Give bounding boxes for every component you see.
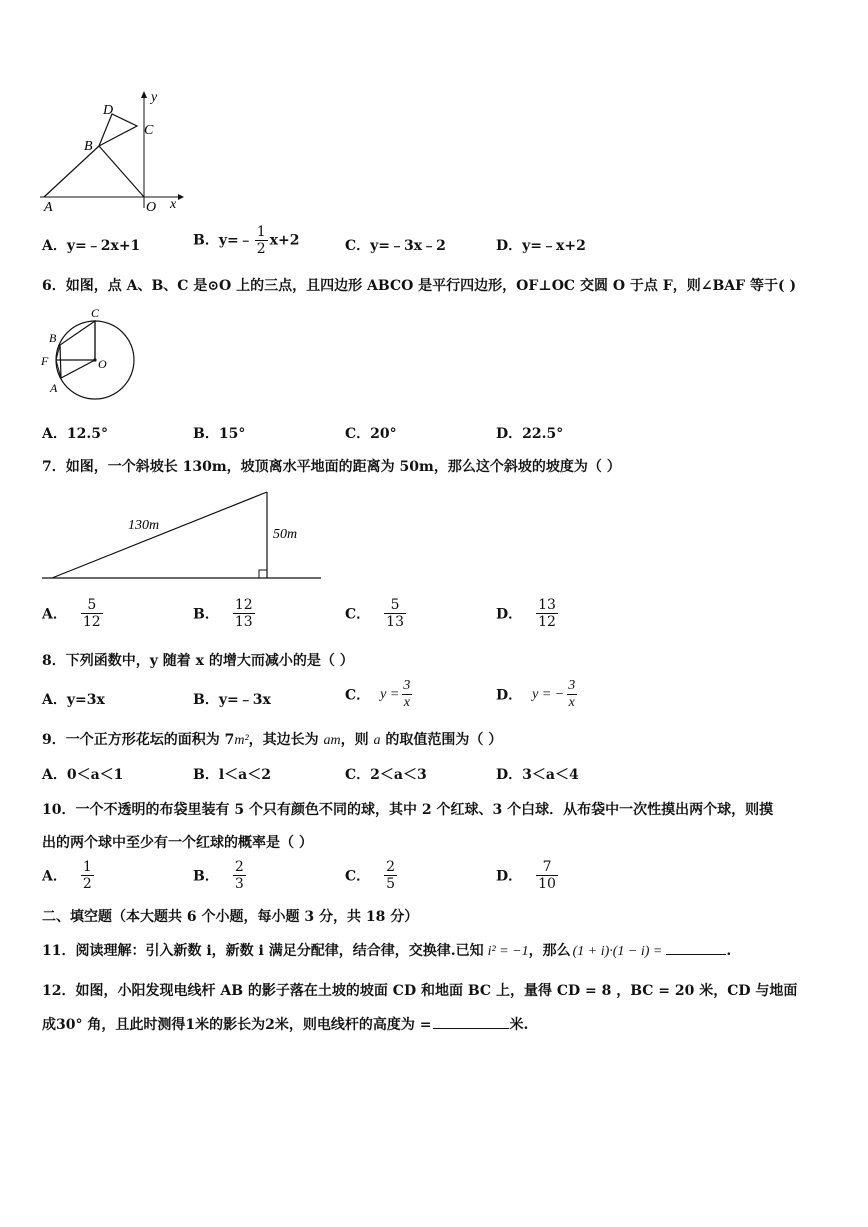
q11-stem: 11．阅读理解：引入新数 i，新数 i 满足分配律，结合律，交换律.已知 i² = −1，那么 (1 + i)·(1 − i) = .	[42, 943, 732, 959]
y-axis-arrow-icon	[141, 91, 147, 98]
q5-option-a: A．y=﹣2x+1	[42, 238, 141, 254]
label-f: F	[41, 354, 49, 368]
label-o: O	[146, 200, 157, 215]
q6-option-d: D．22.5°	[496, 426, 564, 442]
label-b: B	[84, 139, 93, 154]
q5-option-c: C．y=﹣3x﹣2	[345, 238, 446, 254]
q7-stem: 7．如图，一个斜坡长 130m，坡顶离水平地面的距离为 50m，那么这个斜坡的坡度为（ ）	[42, 459, 621, 475]
q9-option-a: A．0＜a＜1	[42, 767, 124, 783]
q10-option-a: A． $\frac{1}{2}$	[42, 859, 92, 892]
slope-line	[52, 492, 267, 578]
q10-option-c: C． $\frac{2}{5}$	[345, 859, 396, 892]
q7-slope-figure	[38, 486, 328, 586]
height-label: 50m	[273, 527, 298, 542]
fraction: $\frac{1}{2}$	[256, 224, 266, 257]
q6-option-a: A．12.5°	[42, 426, 108, 442]
q7-option-d: D． $\frac{13}{12}$	[496, 597, 556, 630]
label-c: C	[91, 306, 100, 320]
q8-option-c: C． y = $\frac{3}{x}$	[345, 678, 411, 710]
q9-option-d: D．3＜a＜4	[496, 767, 579, 783]
q5-option-b: B．y=﹣ $\frac{1}{2}$ x+2	[193, 224, 300, 257]
right-angle-mark	[259, 570, 267, 578]
label-a: A	[50, 381, 58, 395]
q5-option-d: D．y=﹣x+2	[496, 238, 586, 254]
q6-stem: 6．如图，点 A、B、C 是⊙O 上的三点，且四边形 ABCO 是平行四边形，OF⊥OC 交圆 O 于点 F，则∠BAF 等于( )	[42, 278, 797, 294]
q9-option-c: C．2＜a＜3	[345, 767, 427, 783]
q8-option-d: D． y = − $\frac{3}{x}$	[496, 678, 576, 710]
answer-blank[interactable]	[433, 1028, 509, 1029]
q8-option-a: A．y=3x	[42, 692, 105, 708]
label-c: C	[144, 123, 154, 138]
q9-option-b: B．l＜a＜2	[193, 767, 271, 783]
label-y: y	[151, 90, 158, 105]
label-d: D	[103, 103, 114, 118]
label-b: B	[49, 331, 57, 345]
q10-stem-line1: 10．一个不透明的布袋里装有 5 个只有颜色不同的球，其中 2 个红球、3 个白球．从布袋中一次性摸出两个球，则摸	[42, 802, 774, 818]
label-x: x	[170, 197, 177, 212]
q7-option-a: A． $\frac{5}{12}$	[42, 597, 101, 630]
q10-option-b: B． $\frac{2}{3}$	[193, 859, 244, 892]
q7-option-c: C． $\frac{5}{13}$	[345, 597, 404, 630]
q7-option-b: B． $\frac{12}{13}$	[193, 597, 253, 630]
parallelogram-abco	[60, 321, 95, 378]
q8-stem: 8．下列函数中，y 随着 x 的增大而减小的是（ ）	[42, 653, 354, 669]
label-o: O	[98, 357, 107, 371]
q6-option-b: B．15°	[193, 426, 246, 442]
q6-option-c: C．20°	[345, 426, 397, 442]
label-a: A	[44, 200, 53, 215]
q10-option-d: D． $\frac{7}{10}$	[496, 859, 556, 892]
q6-circle-figure	[38, 304, 148, 404]
q8-option-b: B．y=﹣3x	[193, 692, 271, 708]
q12-stem-line1: 12．如图，小阳发现电线杆 AB 的影子落在土坡的坡面 CD 和地面 BC 上，量得 CD = 8 ，BC = 20 米，CD 与地面	[42, 983, 798, 999]
q10-stem-line2: 出的两个球中至少有一个红球的概率是（ ）	[42, 835, 313, 851]
q5-coordinate-figure	[38, 88, 188, 216]
slope-label: 130m	[128, 518, 160, 533]
section-heading: 二、填空题（本大题共 6 个小题，每小题 3 分，共 18 分）	[42, 909, 419, 925]
answer-blank[interactable]	[666, 954, 726, 955]
q12-stem-line2: 成30° 角，且此时测得1米的影长为2米，则电线杆的高度为 = 米.	[42, 1017, 529, 1033]
x-axis-arrow-icon	[178, 194, 184, 200]
q9-stem: 9．一个正方形花坛的面积为 7m²，其边长为 am，则 a 的取值范围为（ ）	[42, 732, 503, 748]
triangle-bcd	[99, 114, 137, 146]
